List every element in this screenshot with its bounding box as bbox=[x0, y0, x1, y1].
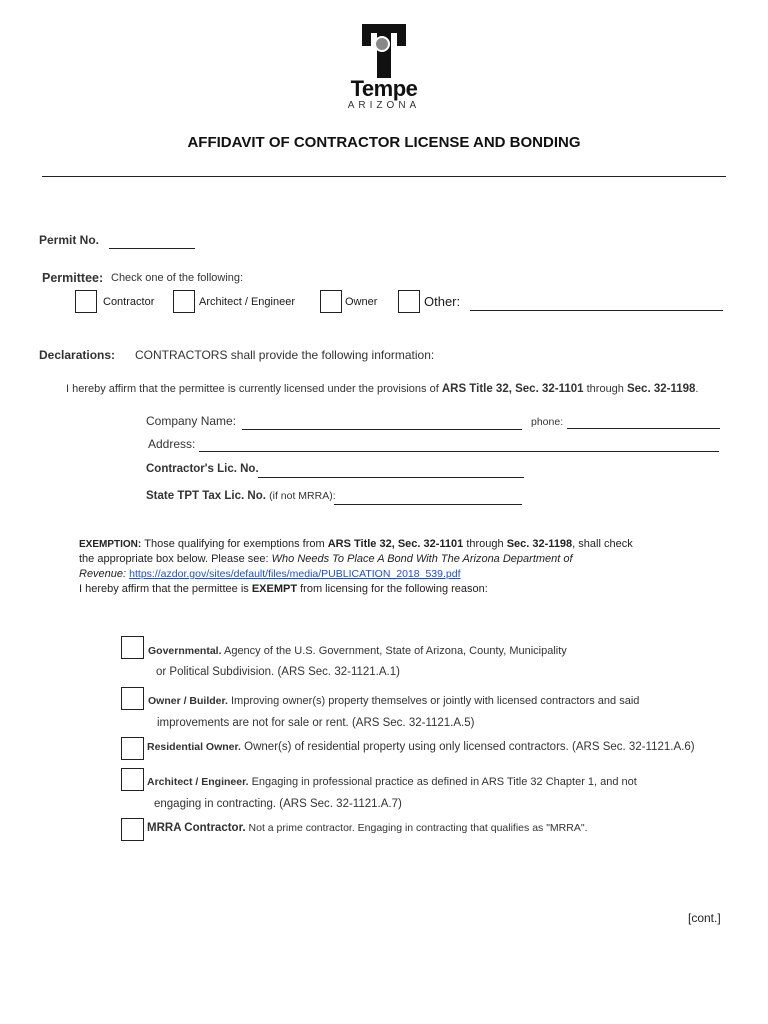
exemption-affirmation bbox=[79, 582, 679, 597]
license-affirmation-sec: Sec. 32-1198 bbox=[626, 383, 696, 395]
logo-wordmark: Tempe bbox=[350, 76, 418, 101]
contractor-checkbox[interactable] bbox=[75, 290, 97, 313]
permittee-label: Permittee: bbox=[42, 271, 104, 285]
exemption-affirm-bold: EXEMPT bbox=[251, 583, 298, 595]
mrra-contractor-reason bbox=[147, 822, 587, 834]
phone-field[interactable] bbox=[567, 428, 720, 429]
tpt-lic-label: State TPT Tax Lic. No. bbox=[146, 490, 266, 502]
owner-builder-line-1 bbox=[148, 690, 639, 712]
governmental-checkbox[interactable] bbox=[121, 636, 144, 659]
exemption-text-end: , shall check bbox=[572, 538, 633, 550]
publication-link[interactable]: https://azdor.gov/sites/default/files/media/PUBLICATION_2018_539.pdf bbox=[129, 568, 461, 580]
architect-engineer-line-2: engaging in contracting. (ARS Sec. 32-1121.A.7) bbox=[154, 798, 402, 810]
permittee-instruction: Check one of the following: bbox=[111, 272, 244, 284]
residential-owner-reason bbox=[147, 741, 695, 753]
tpt-lic-row bbox=[146, 490, 336, 502]
company-name-field[interactable] bbox=[242, 429, 522, 430]
mrra-contractor-title: MRRA Contractor. bbox=[147, 822, 246, 834]
permit-label: Permit No. bbox=[39, 233, 100, 247]
license-affirmation-end: . bbox=[695, 383, 699, 395]
declarations-label: Declarations: bbox=[39, 348, 116, 362]
owner-builder-line-2: improvements are not for sale or rent. (ARS Sec. 32-1121.A.5) bbox=[157, 717, 475, 729]
exemption-label: EXEMPTION: bbox=[79, 539, 142, 550]
mrra-contractor-checkbox[interactable] bbox=[121, 818, 144, 841]
exemption-affirm-reason: from licensing for the following reason: bbox=[300, 583, 488, 595]
license-affirmation-through: through bbox=[586, 383, 624, 395]
contractor-lic-label: Contractor's Lic. No. bbox=[146, 463, 259, 475]
architect-engineer-title: Architect / Engineer. bbox=[147, 776, 249, 788]
architect-engineer-exempt-checkbox[interactable] bbox=[121, 768, 144, 791]
address-field[interactable] bbox=[199, 451, 719, 452]
publication-title: Who Needs To Place A Bond With The Arizona Department of bbox=[271, 553, 573, 565]
owner-builder-reason bbox=[148, 690, 639, 734]
exemption-sec: Sec. 32-1198 bbox=[506, 538, 573, 550]
phone-label: phone: bbox=[531, 416, 564, 428]
owner-builder-checkbox[interactable] bbox=[121, 687, 144, 710]
architect-engineer-line-1 bbox=[147, 771, 637, 793]
exemption-affirm-text: I hereby affirm that the permittee is bbox=[79, 583, 249, 595]
tempe-t-icon bbox=[362, 24, 406, 78]
mrra-contractor-text: Not a prime contractor. Engaging in contracting that qualifies as "MRRA". bbox=[248, 822, 588, 834]
exemption-line-3 bbox=[79, 567, 679, 582]
exemption-text: Those qualifying for exemptions from bbox=[144, 538, 325, 550]
architect-engineer-text: Engaging in professional practice as defined in ARS Title 32 Chapter 1, and not bbox=[251, 776, 637, 788]
architect-engineer-reason bbox=[147, 771, 637, 815]
contractor-option-label: Contractor bbox=[103, 296, 155, 308]
license-affirmation-text: I hereby affirm that the permittee is currently licensed under the provisions of bbox=[66, 383, 439, 395]
owner-option-label: Owner bbox=[345, 296, 378, 308]
exemption-line-1 bbox=[79, 537, 679, 552]
residential-owner-title: Residential Owner. bbox=[147, 741, 241, 753]
company-name-label: Company Name: bbox=[146, 414, 237, 428]
tpt-lic-field[interactable] bbox=[334, 504, 522, 505]
exemption-line-2 bbox=[79, 552, 679, 567]
address-label: Address: bbox=[148, 437, 196, 451]
governmental-text: Agency of the U.S. Government, State of Arizona, County, Municipality bbox=[223, 645, 567, 657]
contractor-lic-field[interactable] bbox=[258, 477, 524, 478]
other-field[interactable] bbox=[470, 310, 723, 311]
exemption-title: ARS Title 32, Sec. 32-1101 bbox=[327, 538, 464, 550]
continued-marker: [cont.] bbox=[688, 911, 721, 925]
exemption-see: the appropriate box below. Please see: bbox=[79, 553, 269, 565]
other-checkbox[interactable] bbox=[398, 290, 420, 313]
governmental-reason bbox=[148, 641, 567, 683]
governmental-title: Governmental. bbox=[148, 645, 222, 657]
tpt-lic-note: (if not MRRA): bbox=[269, 490, 336, 502]
residential-owner-checkbox[interactable] bbox=[121, 737, 144, 760]
tempe-logo bbox=[336, 24, 432, 114]
license-affirmation-title: ARS Title 32, Sec. 32-1101 bbox=[441, 383, 584, 395]
publication-title-end: Revenue: bbox=[79, 568, 127, 580]
exemption-through: through bbox=[466, 538, 504, 550]
governmental-line-2: or Political Subdivision. (ARS Sec. 32-1121.A.1) bbox=[156, 666, 400, 678]
residential-owner-text: Owner(s) of residential property using only licensed contractors. (ARS Sec. 32-1121.A.6) bbox=[244, 741, 695, 753]
license-affirmation bbox=[66, 383, 698, 395]
owner-checkbox[interactable] bbox=[320, 290, 342, 313]
exemption-block bbox=[79, 537, 679, 597]
architect-engineer-option-label: Architect / Engineer bbox=[199, 296, 295, 308]
governmental-line-1 bbox=[148, 641, 567, 662]
owner-builder-title: Owner / Builder. bbox=[148, 695, 228, 707]
logo-tagline: ARIZONA bbox=[347, 100, 421, 111]
other-option-label: Other: bbox=[424, 294, 461, 309]
title-divider bbox=[42, 176, 726, 177]
page-title: AFFIDAVIT OF CONTRACTOR LICENSE AND BONDING bbox=[187, 134, 581, 151]
owner-builder-text: Improving owner(s) property themselves or jointly with licensed contractors and said bbox=[231, 695, 640, 707]
architect-engineer-checkbox[interactable] bbox=[173, 290, 195, 313]
declarations-text: CONTRACTORS shall provide the following information: bbox=[135, 348, 435, 362]
permit-field[interactable] bbox=[109, 248, 195, 249]
